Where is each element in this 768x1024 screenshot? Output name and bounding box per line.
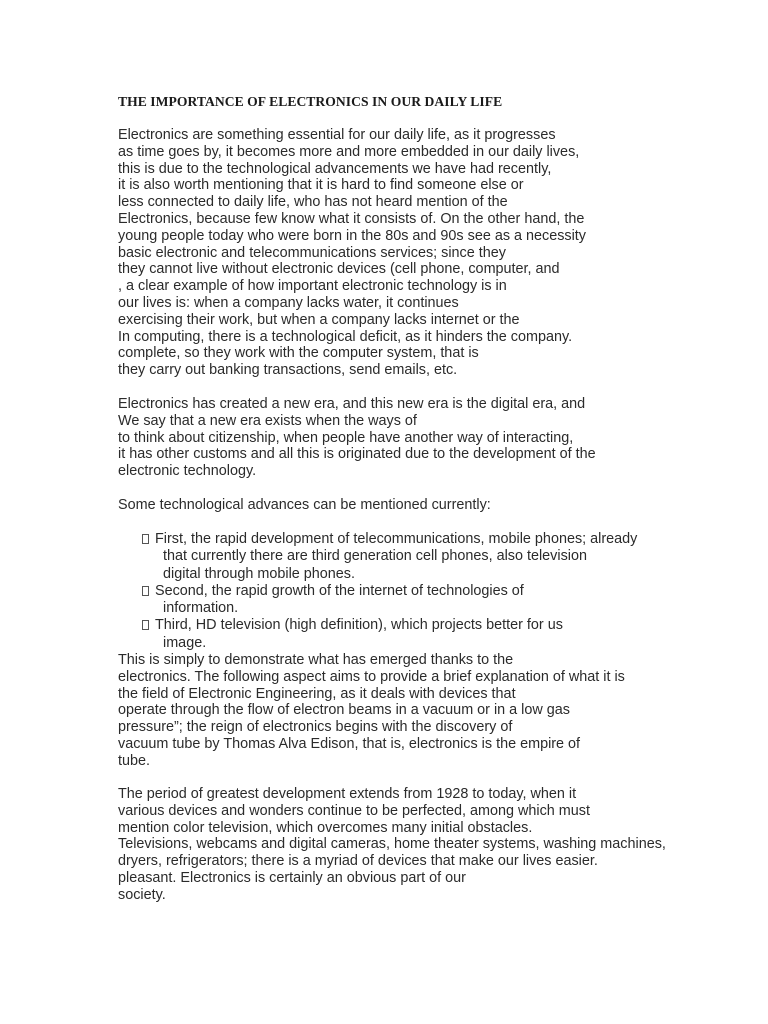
text-line: First, the rapid development of telecommunications, mobile phones; already [155, 531, 638, 547]
text-line: various devices and wonders continue to be perfected, among which must [118, 802, 590, 819]
text-line: Some technological advances can be mentioned currently: [118, 497, 491, 513]
text-line: it is also worth mentioning that it is hard to find someone else or [118, 177, 524, 194]
text-line: image. [163, 634, 207, 651]
text-line: This is simply to demonstrate what has emerged thanks to the [118, 652, 514, 668]
text-line: We say that a new era exists when the ways of [118, 412, 417, 429]
text-line: Second, the rapid growth of the internet of technologies of [155, 582, 524, 599]
text-line: Third, HD television (high definition), which projects better for us [155, 617, 563, 634]
text-line: they cannot live without electronic devices (cell phone, computer, and [118, 261, 560, 278]
text-line: society. [118, 886, 166, 903]
text-line: Electronics are something essential for our daily life, as it progresses [118, 127, 556, 143]
missing-glyph-icon [142, 586, 149, 596]
text-line: as time goes by, it becomes more and more embedded in our daily lives, [118, 143, 580, 160]
text-line: that currently there are third generation cell phones, also television [163, 548, 587, 565]
text-line: Televisions, webcams and digital cameras, home theater systems, washing machines, [118, 836, 666, 853]
text-line: less connected to daily life, who has not heard mention of the [118, 194, 508, 211]
text-line: pleasant. Electronics is certainly an obvious part of our [118, 869, 466, 886]
paragraph-3 [118, 497, 758, 514]
text-line: tube. [118, 752, 151, 769]
paragraph-4 [118, 652, 758, 770]
text-line: to think about citizenship, when people have another way of interacting, [118, 429, 574, 446]
document-title: THE IMPORTANCE OF ELECTRONICS IN OUR DAILY LIFE [118, 94, 503, 109]
text-line: , a clear example of how important electronic technology is in [118, 278, 507, 295]
missing-glyph-icon [142, 534, 149, 544]
text-line: electronic technology. [118, 463, 257, 480]
text-line: pressure”; the reign of electronics begins with the discovery of [118, 719, 513, 736]
text-line: digital through mobile phones. [163, 565, 356, 582]
text-line: the field of Electronic Engineering, as it deals with devices that [118, 685, 516, 702]
paragraph-1 [118, 127, 758, 379]
list-item [142, 583, 742, 618]
text-line: The period of greatest development extends from 1928 to today, when it [118, 786, 577, 802]
paragraph-2 [118, 396, 758, 480]
text-line: operate through the flow of electron beams in a vacuum or in a low gas [118, 702, 570, 719]
text-line: mention color television, which overcomes many initial obstacles. [118, 819, 533, 836]
paragraph-5 [118, 786, 758, 904]
text-line: In computing, there is a technological deficit, as it hinders the company. [118, 328, 573, 345]
text-line: they carry out banking transactions, send emails, etc. [118, 362, 458, 379]
text-line: Electronics, because few know what it consists of. On the other hand, the [118, 210, 585, 227]
text-line: exercising their work, but when a company lacks internet or the [118, 311, 520, 328]
text-line: basic electronic and telecommunications services; since they [118, 244, 506, 261]
text-line: our lives is: when a company lacks water, it continues [118, 294, 459, 311]
list-item [142, 617, 742, 652]
text-line: electronics. The following aspect aims to provide a brief explanation of what it is [118, 668, 625, 685]
text-line: complete, so they work with the computer system, that is [118, 345, 479, 362]
text-line: young people today who were born in the 80s and 90s see as a necessity [118, 227, 587, 244]
text-line: this is due to the technological advancements we have had recently, [118, 160, 552, 177]
text-line: vacuum tube by Thomas Alva Edison, that is, electronics is the empire of [118, 735, 581, 752]
bullet-list [142, 531, 742, 652]
text-line: dryers, refrigerators; there is a myriad of devices that make our lives easier. [118, 853, 598, 870]
missing-glyph-icon [142, 620, 149, 630]
text-line: it has other customs and all this is originated due to the development of the [118, 446, 596, 463]
text-line: Electronics has created a new era, and this new era is the digital era, and [118, 396, 586, 412]
text-line: information. [163, 600, 239, 617]
list-item [142, 531, 742, 583]
